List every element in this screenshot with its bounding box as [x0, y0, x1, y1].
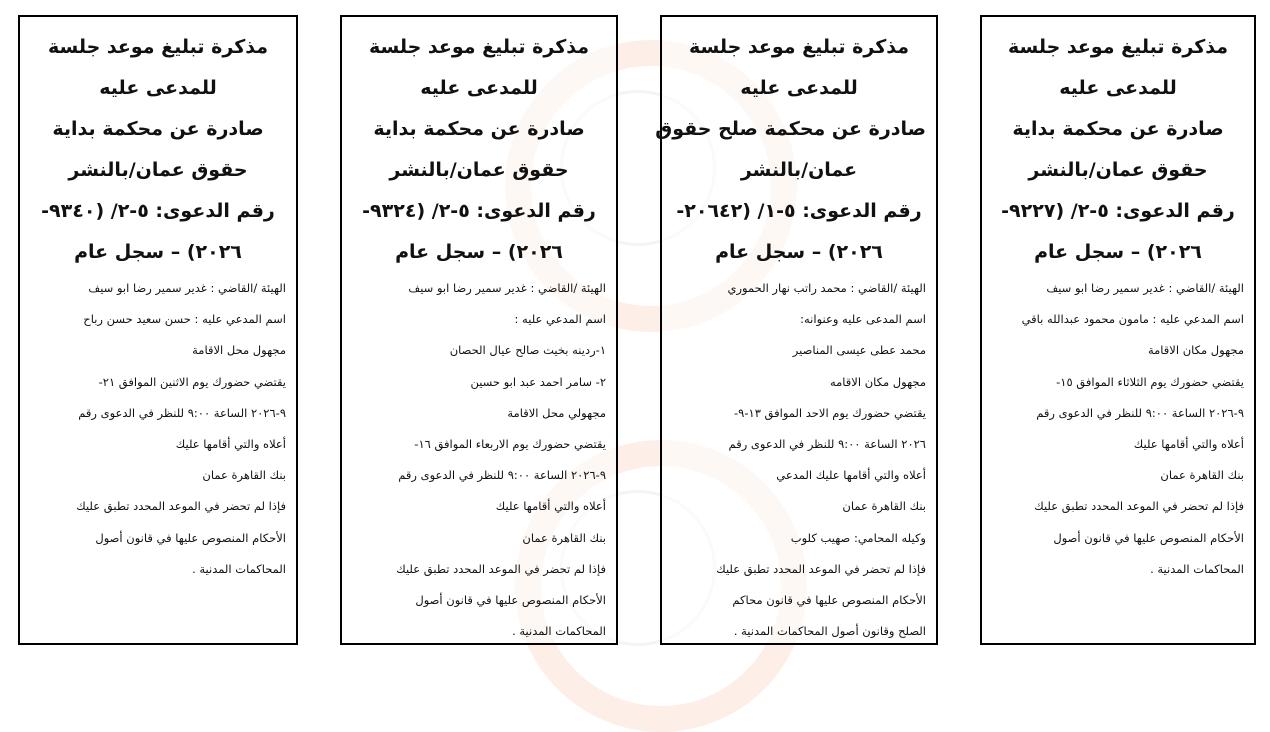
notice-body-line: بنك القاهرة عمان [522, 530, 606, 545]
notice-body-line: أعلاه والتي أقامها عليك المدعي [776, 468, 926, 483]
notice-body-line: المحاكمات المدنية . [192, 561, 286, 576]
notice-header-line: ٢٠٢٦) – سجل عام [395, 241, 563, 263]
notice-body-line: الأحكام المنصوص عليها في قانون أصول [415, 593, 606, 608]
notice-header-line: ٢٠٢٦) – سجل عام [1034, 241, 1202, 263]
notice-box [18, 15, 298, 645]
notice-body-line: ٢٠٢٦ الساعة ٩:٠٠ للنظر في الدعوى رقم [728, 437, 926, 452]
notice-body-line: بنك القاهرة عمان [842, 499, 926, 514]
notice-body-line: الأحكام المنصوص عليها في قانون أصول [95, 530, 286, 545]
notice-header-line: رقم الدعوى: ٥-١/ (٢٠٦٤٢- [676, 200, 922, 222]
notice-body-line: أعلاه والتي أقامها عليك [175, 437, 286, 452]
notice-body-line: مجهولي محل الاقامة [507, 405, 606, 420]
notice-body-line: بنك القاهرة عمان [1160, 468, 1244, 483]
notice-header-line: صادرة عن محكمة بداية [1012, 118, 1224, 140]
notice-body-line: اسم المدعي عليه : مامون محمود عبدالله باقي [1021, 312, 1244, 327]
notice-box [655, 15, 938, 645]
notice-header-line: ٢٠٢٦) – سجل عام [74, 241, 242, 263]
notice-body-line: بنك القاهرة عمان [202, 468, 286, 483]
notice-header-line: للمدعى عليه [420, 77, 538, 99]
notice-body-line: ٩-٢٠٢٦ الساعة ٩:٠٠ للنظر في الدعوى رقم [398, 468, 606, 483]
notice-header-line: ٢٠٢٦) – سجل عام [715, 241, 883, 263]
notice-box [980, 15, 1256, 645]
notice-header-line: مذكرة تبليغ موعد جلسة [1008, 36, 1228, 58]
notice-body-line: مجهول مكان الاقامه [829, 374, 926, 389]
notice-body-line: الصلح وقانون أصول المحاكمات المدنية . [733, 624, 926, 639]
notice-body-line: ٩-٢٠٢٦ الساعة ٩:٠٠ للنظر في الدعوى رقم [78, 405, 286, 420]
notice-header-line: رقم الدعوى: ٥-٢/ (٩٣٢٤- [362, 200, 596, 222]
notice-header-line: صادرة عن محكمة بداية [373, 118, 585, 140]
notice-body-line: اسم المدعى عليه وعنوانه: [800, 312, 926, 327]
notice-body-line: المحاكمات المدنية . [512, 624, 606, 639]
notice-body-line: ٩-٢٠٢٦ الساعة ٩:٠٠ للنظر في الدعوى رقم [1036, 405, 1244, 420]
notice-body-line: مجهول مكان الاقامة [1147, 343, 1244, 358]
notice-body-line: يقتضي حضورك يوم الثلاثاء الموافق ١٥- [1056, 374, 1244, 389]
notice-box [340, 15, 618, 645]
notice-body-line: الأحكام المنصوص عليها في قانون محاكم [732, 593, 926, 608]
notice-body-line: ١-ردينه بخيت صالح عيال الحصان [449, 343, 606, 358]
notice-header-line: رقم الدعوى: ٥-٢/ (٩٣٤٠- [41, 200, 275, 222]
notice-header-line: صادرة عن محكمة صلح حقوق [655, 118, 926, 140]
notice-body-line: الهيئة /القاضي : غدير سمير رضا ابو سيف [88, 281, 286, 295]
notice-header-line: عمان/بالنشر [740, 159, 858, 181]
notice-body-line: اسم المدعي عليه : حسن سعيد حسن رباح [83, 312, 286, 327]
notice-header-line: رقم الدعوى: ٥-٢/ (٩٢٢٧- [1001, 200, 1235, 222]
notice-body-line: الهيئة /القاضي : محمد راتب نهار الحموري [727, 281, 926, 295]
notice-body-line: أعلاه والتي أقامها عليك [1133, 437, 1244, 452]
notice-header-line: للمدعى عليه [1059, 77, 1177, 99]
notice-header-line: حقوق عمان/بالنشر [1028, 159, 1208, 181]
notice-body-line: ٢- سامر احمد عبد ابو حسين [470, 374, 606, 389]
notice-body-line: فإذا لم تحضر في الموعد المحدد تطبق عليك [1034, 499, 1244, 514]
notice-header-line: مذكرة تبليغ موعد جلسة [48, 36, 268, 58]
notice-header-line: مذكرة تبليغ موعد جلسة [369, 36, 589, 58]
notice-body-line: مجهول محل الاقامة [192, 343, 286, 358]
notice-body-line: يقتضي حضورك يوم الاربعاء الموافق ١٦- [414, 437, 606, 452]
notice-header-line: للمدعى عليه [740, 77, 858, 99]
notice-body-line: فإذا لم تحضر في الموعد المحدد تطبق عليك [396, 561, 606, 576]
notice-body-line: المحاكمات المدنية . [1150, 561, 1244, 576]
notice-body-line: فإذا لم تحضر في الموعد المحدد تطبق عليك [76, 499, 286, 514]
notice-header-line: للمدعى عليه [99, 77, 217, 99]
notice-body-line: الأحكام المنصوص عليها في قانون أصول [1053, 530, 1244, 545]
notice-body-line: محمد عطى عيسى المناصير [792, 343, 926, 358]
notice-header-line: صادرة عن محكمة بداية [52, 118, 264, 140]
notice-body-line: يقتضي حضورك يوم الاثنين الموافق ٢١- [98, 374, 286, 389]
notice-header-line: حقوق عمان/بالنشر [389, 159, 569, 181]
notice-body-line: اسم المدعي عليه : [514, 312, 606, 327]
notice-body-line: يقتضي حضورك يوم الاحد الموافق ١٣-٩- [734, 405, 926, 420]
notice-header-line: حقوق عمان/بالنشر [68, 159, 248, 181]
notice-body-line: الهيئة /القاضي : غدير سمير رضا ابو سيف [408, 281, 606, 295]
notice-body-line: أعلاه والتي أقامها عليك [495, 499, 606, 514]
notice-body-line: فإذا لم تحضر في الموعد المحدد تطبق عليك [716, 561, 926, 576]
notice-body-line: الهيئة /القاضي : غدير سمير رضا ابو سيف [1046, 281, 1244, 295]
notice-body-line: وكيله المحامي: صهيب كلوب [790, 530, 926, 545]
notice-header-line: مذكرة تبليغ موعد جلسة [689, 36, 909, 58]
